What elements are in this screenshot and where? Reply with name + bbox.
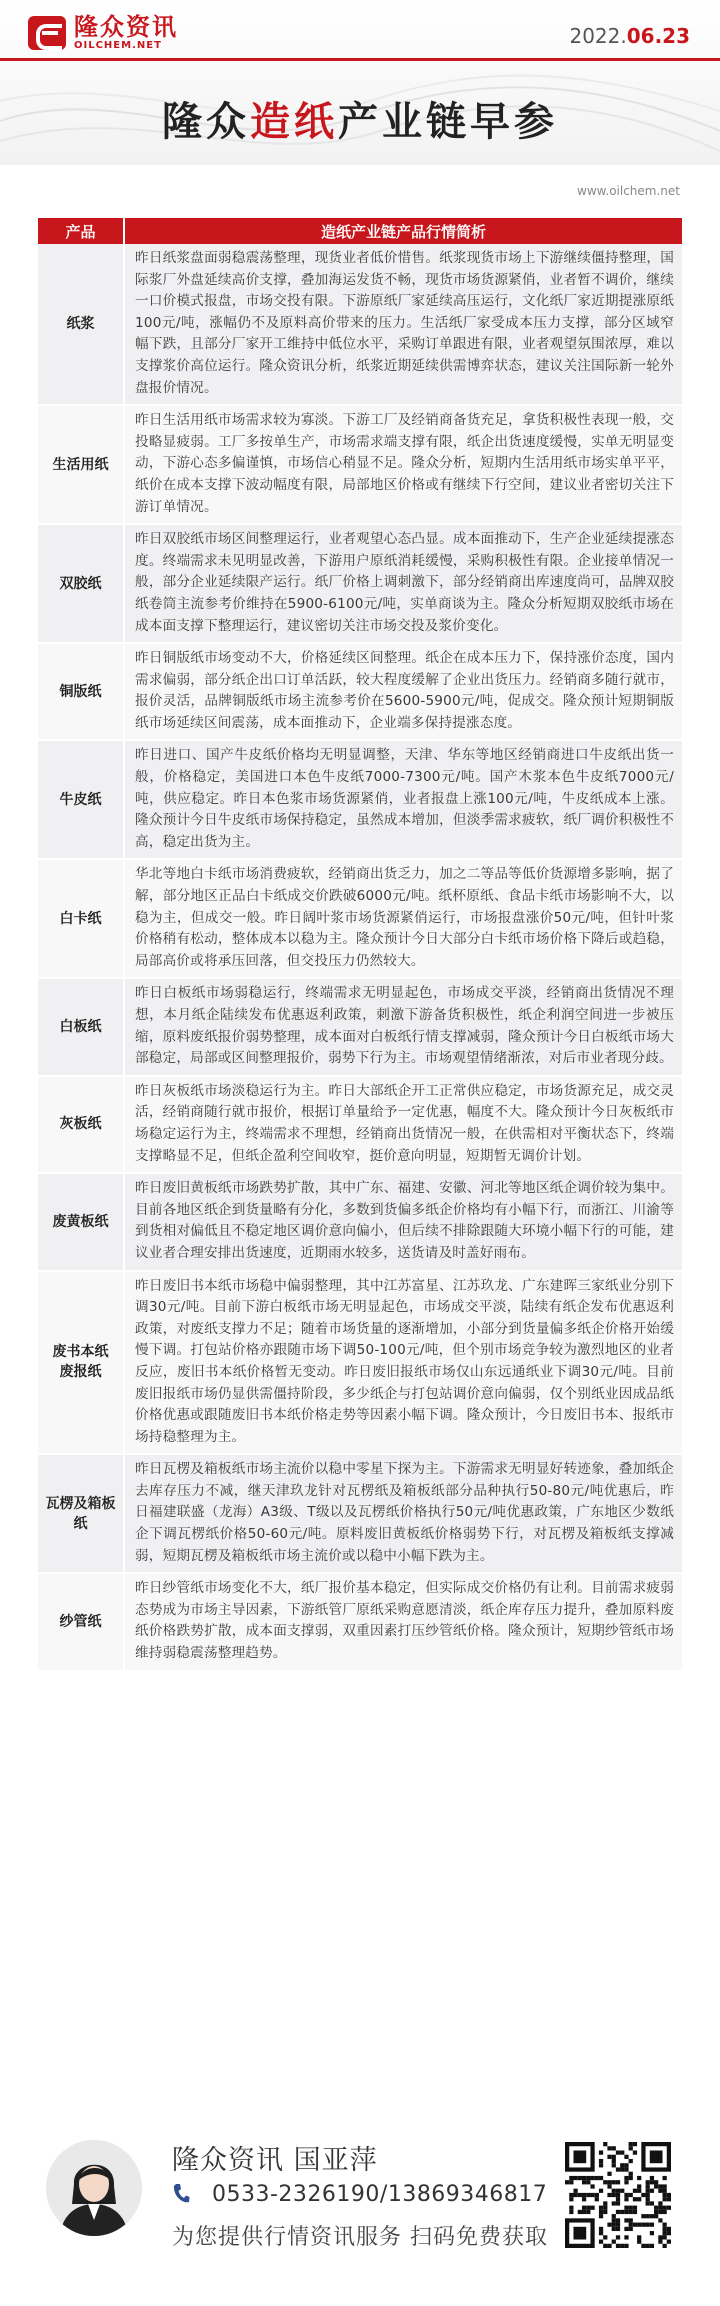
product-name: 纱管纸: [38, 1573, 124, 1670]
table-row: [38, 1173, 682, 1270]
product-summary: 昨日灰板纸市场淡稳运行为主。昨日大部纸企开工正常供应稳定，市场货源充足，成交灵活，经销商随行就市报价，根据订单量给予一定优惠，幅度不大。隆众预计今日灰板纸市场稳定运行为主，终端需求不理想，经销商出货情况一般，在供需相对平衡状态下，终端支撑略显不足，但纸企盈利空间收窄，挺价意向明显，短期暂无调价计划。: [124, 1076, 682, 1173]
table-row: [38, 978, 682, 1075]
product-name: 生活用纸: [38, 405, 124, 524]
table-header-row: [38, 218, 682, 244]
product-summary: 昨日双胶纸市场区间整理运行，业者观望心态凸显。成本面推动下，生产企业延续提涨态度。终端需求未见明显改善，下游用户原纸消耗缓慢，采购积极性有限。企业接单情况一般，部分企业延续限产运行。纸厂价格上调刺激下，部分经销商出库速度尚可，品牌双胶纸卷筒主流参考价维持在5900-6100元/吨，实单商谈为主。隆众分析短期双胶纸市场在成本面支撑下整理运行，建议密切关注市场交投及浆价变化。: [124, 524, 682, 643]
col-header-product: 产品: [38, 218, 124, 244]
table-row: [38, 524, 682, 643]
product-summary: 华北等地白卡纸市场消费疲软，经销商出货乏力，加之二等品等低价货源增多影响，据了解，部分地区正品白卡纸成交价跌破6000元/吨。纸杯原纸、食品卡纸市场影响不大，以稳为主，但成交一般。昨日阔叶浆市场货源紧俏运行，市场报盘涨价50元/吨，但针叶浆价格稍有松动，整体成本以稳为主。隆众预计今日大部分白卡纸市场价格下降后或趋稳，局部高价或将承压回落，但交投压力仍然较大。: [124, 859, 682, 978]
logo-en: OILCHEM.NET: [74, 40, 162, 51]
header: [0, 0, 720, 198]
title-part-2: 造纸: [250, 99, 338, 145]
product-summary: 昨日瓦楞及箱板纸市场主流价以稳中零星下探为主。下游需求无明显好转迹象，叠加纸企去库存压力不减，继天津玖龙针对瓦楞纸及箱板纸部分品种执行50-80元/吨优惠后，昨日福建联盛（龙海）A3级、T级以及瓦楞纸价格执行50元/吨优惠政策，广东地区少数纸企下调瓦楞纸价格50-60元/吨。原料废旧黄板纸价格弱势下行，对瓦楞及箱板纸支撑减弱，短期瓦楞及箱板纸市场主流价或以稳中小幅下跌为主。: [124, 1454, 682, 1573]
product-name: 白卡纸: [38, 859, 124, 978]
table-row: [38, 740, 682, 859]
table-row: [38, 859, 682, 978]
product-name: 铜版纸: [38, 643, 124, 740]
table-row: [38, 244, 682, 405]
product-name: 牛皮纸: [38, 740, 124, 859]
slogan: 为您提供行情资讯服务 扫码免费获取: [172, 2225, 548, 2250]
product-name: 双胶纸: [38, 524, 124, 643]
table-row: [38, 1454, 682, 1573]
contact-footer: [0, 2120, 720, 2306]
table-body: [38, 244, 682, 1671]
logo-cn: 隆众资讯: [74, 13, 178, 41]
product-summary: 昨日废旧黄板纸市场跌势扩散，其中广东、福建、安徽、河北等地区纸企调价较为集中。目前各地区纸企到货量略有分化，多数到货偏多纸企价格均有小幅下行，而浙江、川渝等到货相对偏低且不稳定地区调价意向偏小，但后续不排除跟随大环境小幅下行的可能，建议业者合理安排出货速度，近期雨水较多，送货请及时盖好雨布。: [124, 1173, 682, 1270]
date-prefix: 2022.: [569, 24, 627, 48]
date-highlight: 06.23: [626, 24, 690, 48]
product-name: 废书本纸 废报纸: [38, 1271, 124, 1455]
product-summary: 昨日白板纸市场弱稳运行，终端需求无明显起色，市场成交平淡，经销商出货情况不理想，本月纸企陆续发布优惠返利政策，刺激下游备货积极性，纸企利润空间进一步被压缩，原料废纸报价弱势整理，成本面对白板纸行情支撑减弱，隆众预计今日白板纸市场大部稳定，局部或区间整理报价，弱势下行为主。市场观望情绪渐浓，对后市业者现分歧。: [124, 978, 682, 1075]
table-row: [38, 643, 682, 740]
avatar: [46, 2140, 142, 2236]
logo-text: [74, 14, 178, 52]
table-row: [38, 1076, 682, 1173]
product-summary: 昨日铜版纸市场变动不大，价格延续区间整理。纸企在成本压力下，保持涨价态度，国内需求偏弱，部分纸企出口订单活跃，较大程度缓解了企业出货压力。经销商多随行就市，报价灵活，品牌铜版纸市场主流参考价在5600-5900元/吨，促成交。隆众预计短期铜版纸市场延续区间震荡，成本面推动下，企业端多保持提涨态度。: [124, 643, 682, 740]
table-row: [38, 1573, 682, 1670]
product-summary: 昨日生活用纸市场需求较为寡淡。下游工厂及经销商备货充足，拿货积极性表现一般，交投略显疲弱。工厂多按单生产，市场需求端支撑有限，纸企出货速度缓慢，实单无明显变动，下游心态多偏谨慎，市场信心稍显不足。隆众分析，短期内生活用纸市场实单平平，纸价在成本支撑下波动幅度有限，局部地区价格或有继续下行空间，建议业者密切关注下游订单情况。: [124, 405, 682, 524]
logo-icon: [28, 16, 66, 50]
table-row: [38, 405, 682, 524]
product-summary: 昨日废旧书本纸市场稳中偏弱整理，其中江苏富星、江苏玖龙、广东建晖三家纸业分别下调30元/吨。目前下游白板纸市场无明显起色，市场成交平淡，陆续有纸企发布优惠返利政策，对废纸支撑力不足；随着市场货量的逐渐增加，小部分到货量偏多纸企价格开始缓慢下调。打包站价格亦跟随市场下调50-100元/吨，但个别市场竞争较为激烈地区的业者反应，废旧书本纸价格暂无变动。昨日废旧报纸市场仅山东远通纸业下调30元/吨。目前废旧报纸市场仍显供需僵持阶段，多少纸企与打包站调价意向偏弱，仅个别纸业因成品纸价格优惠或跟随废旧书本纸价格走势等因素小幅下调。隆众预计，今日废旧书本、报纸市场持稳整理为主。: [124, 1271, 682, 1455]
product-name: 瓦楞及箱板纸: [38, 1454, 124, 1573]
market-table: [38, 218, 682, 1672]
title-part-3: 产业链早参: [338, 99, 558, 145]
product-name: 纸浆: [38, 244, 124, 405]
product-summary: 昨日纸浆盘面弱稳震荡整理，现货业者低价惜售。纸浆现货市场上下游继续僵持整理，国际浆厂外盘延续高价支撑，叠加海运发货不畅，现货市场货源紧俏，业者暂不调价，继续一口价模式报盘，市场交投有限。下游原纸厂家延续高压运行，文化纸厂家近期提涨原纸100元/吨，涨幅仍不及原料高价带来的压力。生活纸厂家受成本压力支撑，部分区域窄幅下跌，且部分厂家开工维持中低位水平，采购订单跟进有限，业者观望氛围浓厚，难以支撑浆价高位运行。隆众资讯分析，纸浆近期延续供需博弈状态，建议关注国际新一轮外盘报价情况。: [124, 244, 682, 405]
report-date: [569, 24, 690, 48]
page-title: [0, 90, 720, 147]
company-contact-name: 隆众资讯 国亚萍: [172, 2145, 378, 2176]
brand-logo[interactable]: [28, 14, 178, 52]
phone-icon: [172, 2183, 190, 2205]
avatar-illustration: [46, 2140, 142, 2236]
col-header-summary: 造纸产业链产品行情简析: [124, 218, 682, 244]
market-table-container: [38, 218, 682, 1672]
product-name: 废黄板纸: [38, 1173, 124, 1270]
product-summary: 昨日进口、国产牛皮纸价格均无明显调整，天津、华东等地区经销商进口牛皮纸出货一般，价格稳定，美国进口本色牛皮纸7000-7300元/吨。国产木浆本色牛皮纸7000元/吨，供应稳定。昨日本色浆市场货源紧俏，业者报盘上涨100元/吨，牛皮纸成本上涨。隆众预计今日牛皮纸市场保持稳定，虽然成本增加，但淡季需求疲软，纸厂调价积极性不高，稳定出货为主。: [124, 740, 682, 859]
product-name: 灰板纸: [38, 1076, 124, 1173]
title-part-1: 隆众: [162, 99, 250, 145]
product-name: 白板纸: [38, 978, 124, 1075]
qr-code[interactable]: [565, 2142, 671, 2248]
product-summary: 昨日纱管纸市场变化不大，纸厂报价基本稳定，但实际成交价格仍有让利。目前需求疲弱态势成为市场主导因素，下游纸管厂原纸采购意愿清淡，纸企库存压力提升，叠加原料废纸价格跌势扩散，成本面支撑弱，双重因素打压纱管纸价格。隆众预计，短期纱管纸市场维持弱稳震荡整理趋势。: [124, 1573, 682, 1670]
website-url[interactable]: www.oilchem.net: [577, 184, 680, 198]
table-row: [38, 1271, 682, 1455]
phone-number[interactable]: 0533-2326190/13869346817: [212, 2182, 548, 2207]
